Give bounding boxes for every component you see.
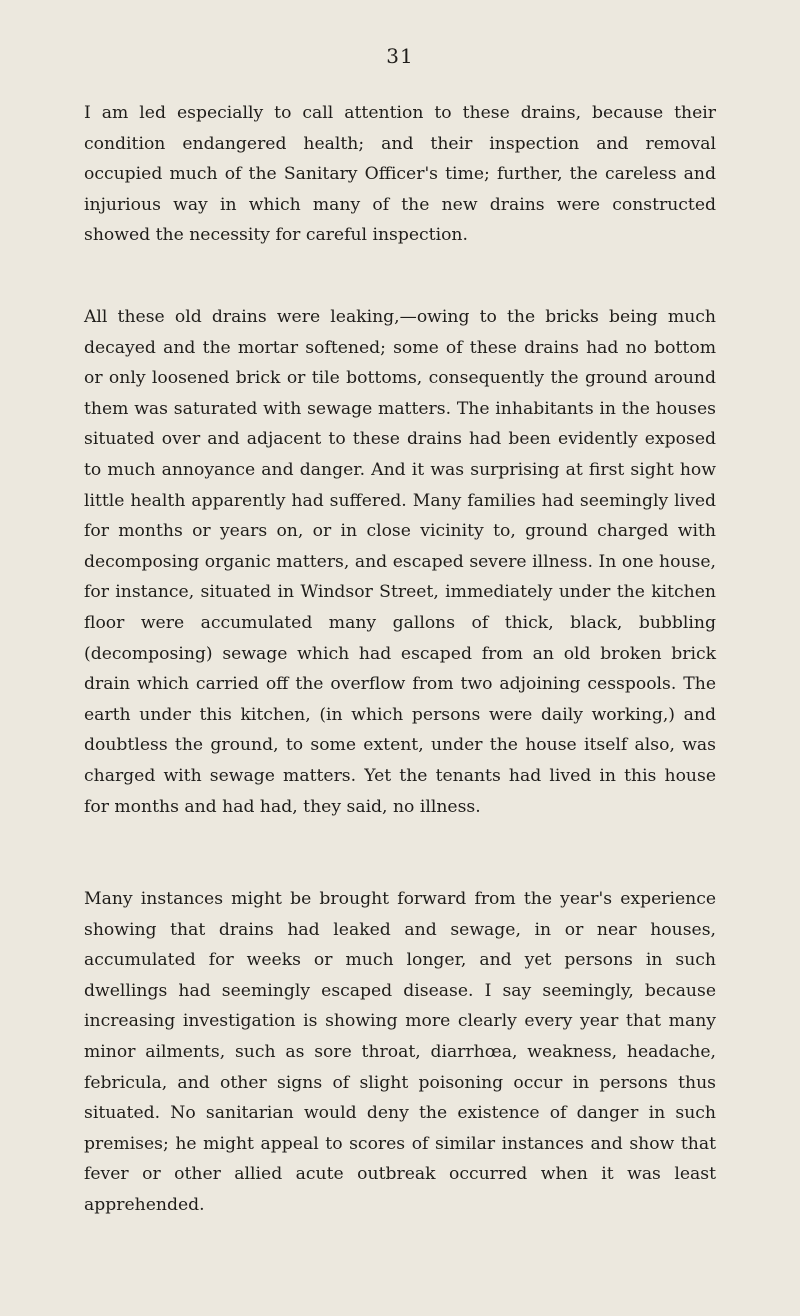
paragraph-drains-attention: I am led especially to call attention to these drains, because their condition endangered health; and their inspection and removal occupied much of the Sanitary Officer's time; further, the careless and injurious way in which many of the new drains were constructed showed the necessity for careful inspection.	[84, 103, 716, 246]
paragraph-old-drains-leaking: All these old drains were leaking,—owing to the bricks being much decayed and the mortar softened; some of these drains had no bottom or only loosened brick or tile bottoms, consequently the ground around them was saturated with sewage matters. The inhabitants in the houses situated over and adjacent to these drains had been evidently exposed to much annoyance and danger. And it was surprising at first sight how little health apparently had suffered. Many families had seemingly lived for months or years on, or in close vicinity to, ground charged with decomposing organic matters, and escaped severe illness. In one house, for instance, situated in Windsor Street, immediately under the kitchen floor were accumulated many gallons of thick, black, bubbling (decomposing) sewage which had escaped from an old broken brick drain which carried off the overflow from two adjoining cesspools. The earth under this kitchen, (in which persons were daily working,) and doubtless the ground, to some extent, under the house itself also, was charged with sewage matters. Yet the tenants had lived in this house for months and had had, they said, no illness.	[84, 307, 716, 817]
page-number: 31	[386, 44, 414, 68]
paragraph-many-instances: Many instances might be brought forward from the year's experience showing that drains had leaked and sewage, in or near houses, accumulated for weeks or much longer, and yet persons in such dwellings had seemingly escaped disease. I say seemingly, because increasing investigation is showing more clearly every year that many minor ailments, such as sore throat, diarrhœa, weakness, headache, febricula, and other signs of slight poisoning occur in persons thus situated. No sanitarian would deny the existence of danger in such premises; he might appeal to scores of similar instances and show that fever or other allied acute outbreak occurred when it was least apprehended.	[84, 889, 716, 1215]
